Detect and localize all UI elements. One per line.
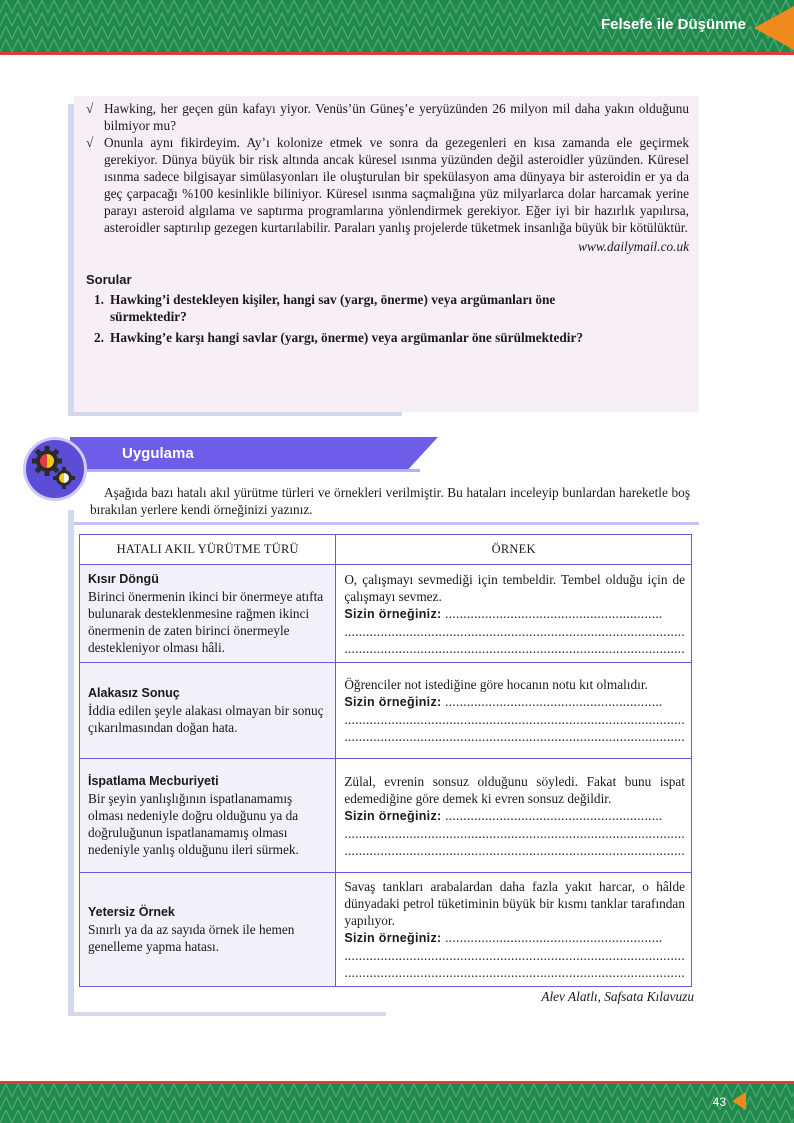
source-link: www.dailymail.co.uk [578, 239, 689, 254]
divider [74, 522, 699, 525]
comment-item [86, 134, 689, 236]
question-item [86, 291, 689, 325]
fallacy-cell [80, 873, 336, 987]
questions-heading: Sorular [86, 272, 132, 287]
example-text: Öğrenciler not istediğine göre hocanın notu kıt olmalıdır. [344, 677, 648, 692]
comment-item [86, 100, 689, 134]
instructions: Aşağıda bazı hatalı akıl yürütme türleri ve örnekleri verilmiştir. Bu hataları inceleyip bunlardan hareketle boş bırakılan yerlere kendi örneğinizi yazınız. [90, 485, 690, 517]
citation: Alev Alatlı, Safsata Kılavuzu [541, 989, 694, 1004]
table-row [80, 565, 692, 663]
answer-line[interactable]: Sizin örneğiniz: ............................................................ [344, 930, 663, 945]
answer-prompt: Sizin örneğiniz: [344, 695, 442, 709]
example-cell [336, 759, 692, 873]
question-text: Hawking’i destekleyen kişiler, hangi sav (yargı, önerme) veya argümanları öne sürmektedir? [110, 292, 556, 324]
answer-line[interactable]: .............................................................................................. [344, 712, 685, 727]
fallacy-definition: Bir şeyin yanlışlığının ispatlanamamış olması nedeniyle doğru olduğunu ya da doğruluğunun ispatlanamamış olması nedeniyle yanlış olduğunu ileri sürmek. [88, 791, 299, 857]
example-cell [336, 873, 692, 987]
comment-text: Hawking, her geçen gün kafayı yiyor. Venüs’ün Güneş’e yeryüzünden 26 milyon mil daha yakın olduğunu bilmiyor mu? [104, 101, 689, 133]
answer-line[interactable]: Sizin örneğiniz: ............................................................ [344, 605, 663, 621]
answer-prompt: Sizin örneğiniz: [344, 808, 442, 823]
fallacy-name: Alakasız Sonuç [88, 686, 180, 700]
gears-icon [23, 437, 87, 501]
footer-band [0, 1084, 794, 1123]
fallacy-cell [80, 759, 336, 873]
example-text: Zülal, evrenin sonsuz olduğunu söyledi. Fakat bunu ispat edemediğine göre demek ki evren sonsuz değildir. [344, 773, 685, 806]
answer-line[interactable]: .............................................................................................. [344, 965, 685, 980]
fallacy-name: Kısır Döngü [88, 572, 159, 586]
check-icon: √ [86, 101, 94, 116]
column-header-example: ÖRNEK [336, 535, 692, 565]
section-title: Uygulama [122, 445, 194, 462]
table-row [80, 873, 692, 987]
table-header-row [80, 535, 692, 565]
answer-line[interactable]: Sizin örneğiniz: ............................................................ [344, 694, 663, 709]
fallacy-definition: İddia edilen şeyle alakası olmayan bir sonuç çıkarılmasından doğan hata. [88, 703, 324, 735]
fallacy-name: Yetersiz Örnek [88, 905, 175, 919]
book-title: Felsefe ile Düşünme [600, 16, 746, 33]
header-arrow-icon [754, 6, 794, 50]
answer-line[interactable]: .............................................................................................. [344, 825, 685, 841]
answer-line[interactable]: .............................................................................................. [344, 623, 685, 639]
column-header-type: HATALI AKIL YÜRÜTME TÜRÜ [80, 535, 336, 565]
footer-pattern [0, 1084, 794, 1123]
answer-line[interactable]: Sizin örneğiniz: ............................................................ [344, 807, 663, 823]
fallacy-cell [80, 565, 336, 663]
example-text: Savaş tankları arabalardan daha fazla yakıt harcar, o hâlde dünyadaki petrol tüketiminin büyük bir kısmı tanklar tarafından yapılıyor. [344, 879, 685, 928]
answer-line[interactable]: .............................................................................................. [344, 948, 685, 963]
example-cell [336, 565, 692, 663]
answer-prompt: Sizin örneğiniz: [344, 606, 442, 621]
example-cell [336, 663, 692, 759]
page-number: 43 [712, 1095, 726, 1109]
fallacy-name: İspatlama Mecburiyeti [88, 774, 219, 788]
question-text: Hawking’e karşı hangi savlar (yargı, önerme) veya argümanlar öne sürülmektedir? [110, 330, 584, 345]
fallacy-definition: Birinci önermenin ikinci bir önermeye atıfta bulunarak desteklenmesine rağmen ikinci önermenin de zaten birinci önermeyle destekleniyor olması hâli. [88, 589, 324, 655]
footer-arrow-icon [732, 1092, 746, 1110]
table-row [80, 663, 692, 759]
question-number: 1. [94, 292, 104, 307]
question-number: 2. [94, 330, 104, 345]
fallacy-cell [80, 663, 336, 759]
comment-text: Onunla aynı fikirdeyim. Ay’ı kolonize etmek ve sonra da gezegenleri en kısa zamanda ele geçirmek gerekiyor. Dünya büyük bir risk altında ancak küresel ısınma yüzünden değil asteroidler yüzünden. Küresel ısınma sadece bilgisayar simülasyonları ile oluşturulan bir spekülasyon ama dünyaya bir asteroidin er ya da geç çarpacağı %100 kesinlikle biliniyor. Küresel ısınma saçmalığına yüz milyarlarca dolar harcamak yerine parayı asteroid algılama ve saptırma programlarına yönlendirmek gerekiyor. Eğer iyi bir hazırlık yapılırsa, asteroidler saptırılıp gezegen kurtarılabilir. Paraları yanlış projelerde tüketmek insanlığa büyük bir kötülüktür. [104, 135, 689, 235]
header-accent-line [0, 52, 794, 55]
fallacy-table [79, 534, 692, 987]
section-ribbon-underline [60, 469, 420, 472]
answer-line[interactable]: .............................................................................................. [344, 640, 685, 656]
answer-line[interactable]: .............................................................................................. [344, 842, 685, 858]
question-item [86, 329, 689, 346]
table-row [80, 759, 692, 873]
reading-box [74, 96, 699, 412]
answer-prompt: Sizin örneğiniz: [344, 931, 442, 945]
check-icon: √ [86, 135, 94, 150]
fallacy-definition: Sınırlı ya da az sayıda örnek ile hemen genelleme yapma hatası. [88, 922, 295, 954]
answer-line[interactable]: .............................................................................................. [344, 729, 685, 744]
example-text: O, çalışmayı sevmediği için tembeldir. Tembel olduğu için de çalışmayı sevmez. [344, 571, 685, 604]
